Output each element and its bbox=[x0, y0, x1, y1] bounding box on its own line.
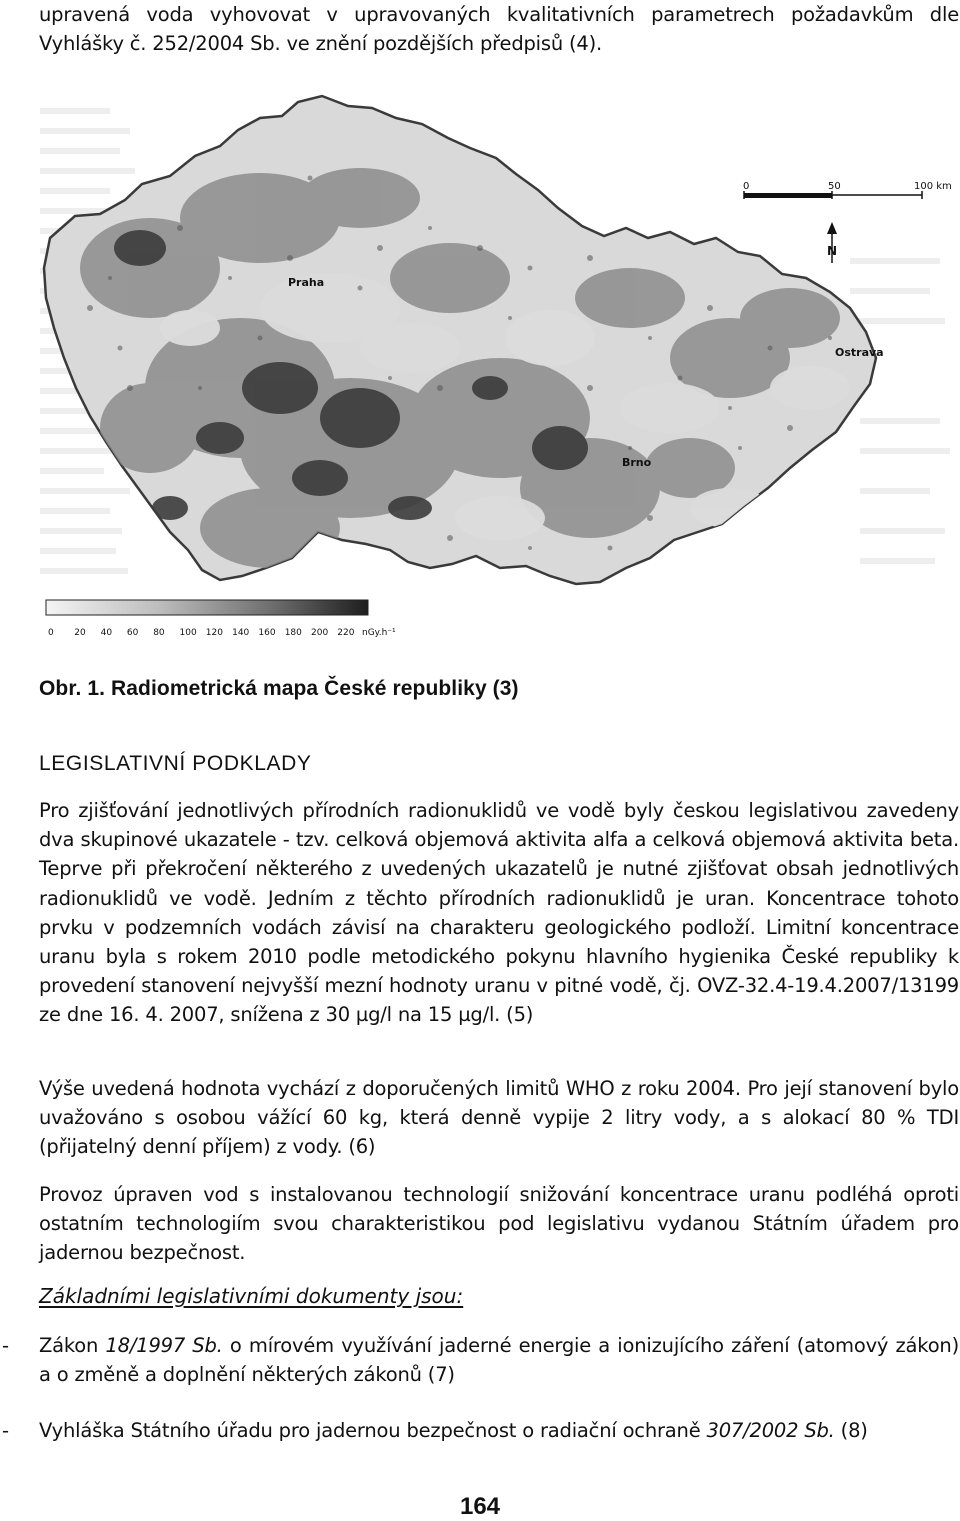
map-city-label: Praha bbox=[288, 276, 325, 289]
who-paragraph bbox=[39, 1074, 959, 1162]
legend-tick-label: 80 bbox=[153, 628, 165, 638]
legend-tick-label: 40 bbox=[100, 628, 113, 638]
map-city-label: Ostrava bbox=[835, 346, 884, 359]
list-item-text bbox=[39, 1416, 959, 1445]
intro-paragraph bbox=[39, 0, 959, 58]
map-scale-bar bbox=[743, 181, 952, 199]
list-dash: - bbox=[2, 1419, 10, 1442]
who-text: Výše uvedená hodnota vychází z doporučených limitů WHO z roku 2004. Pro její stanovení bylo uvažováno s osobou vážící 60 kg, která denně vypije 2 litry vody, a s alokací 80 % TDI (přijatelný denní příjem) z vody. (6) bbox=[39, 1077, 959, 1159]
map-city-label: Brno bbox=[622, 456, 652, 469]
legend-tick-label: 100 bbox=[179, 628, 197, 638]
radiometric-map bbox=[30, 88, 960, 646]
north-arrow-icon bbox=[827, 222, 837, 263]
page-number: 164 bbox=[459, 1493, 501, 1520]
list-text-after: (8) bbox=[834, 1419, 868, 1442]
legend-tick-label: 20 bbox=[74, 628, 86, 638]
legend-tick-label: 140 bbox=[232, 628, 250, 638]
list-item-text bbox=[39, 1331, 959, 1389]
figure-caption: Obr. 1. Radiometrická mapa České republiky (3) bbox=[39, 677, 519, 700]
map-legend bbox=[46, 600, 396, 638]
legend-tick-label: 200 bbox=[311, 628, 329, 638]
legislation-paragraph bbox=[39, 796, 959, 1030]
law-reference: 307/2002 Sb. bbox=[706, 1419, 835, 1442]
list-text-before: Zákon bbox=[39, 1334, 106, 1357]
scale-label: 100 km bbox=[914, 181, 952, 192]
legend-tick-label: 180 bbox=[284, 628, 302, 638]
list-text-after: o mírovém využívání jaderné energie a ionizujícího záření (atomový zákon) a o změně a doplnění některých zákonů (7) bbox=[39, 1334, 959, 1387]
intro-text: upravená voda vyhovovat v upravovaných kvalitativních parametrech požadavkům dle Vyhlášky č. 252/2004 Sb. ve znění pozdějších předpisů (4). bbox=[39, 3, 959, 56]
legend-tick-label: 60 bbox=[126, 628, 139, 638]
law-reference: 18/1997 Sb. bbox=[105, 1334, 223, 1357]
legislation-text: Pro zjišťování jednotlivých přírodních radionuklidů ve vodě byly českou legislativou zavedeny dva skupinové ukazatele - tzv. celková objemová aktivita alfa a celková objemová aktivita beta. Teprve při překročení některého z uvedených ukazatelů je nutné zjišťovat obsah jednotlivých radionuklidů ve vodě. Jedním z těchto přírodních radionuklidů je uran. Koncentrace tohoto prvku v podzemních vodách závisí na charakteru geologického podloží. Limitní koncentrace uranu byla s rokem 2010 podle metodického pokynu hlavního hygienika České republiky k provedení stanovení nejvyšší mezní hodnoty uranu v pitné vodě, čj. OVZ-32.4-19.4.2007/13199 ze dne 16. 4. 2007, snížena z 30 µg/l na 15 µg/l. (5) bbox=[39, 799, 959, 1027]
legend-tick-label: 160 bbox=[258, 628, 276, 638]
legend-tick-label: 0 bbox=[48, 628, 54, 638]
documents-title: Základními legislativními dokumenty jsou: bbox=[39, 1284, 464, 1308]
operation-text: Provoz úpraven vod s instalovanou technologií snižování koncentrace uranu podléhá oproti ostatním technologiím svou charakteristikou pod legislativu vydanou Státním úřadem pro jadernou bezpečnost. bbox=[39, 1183, 959, 1265]
legend-tick-label: 120 bbox=[205, 628, 223, 638]
list-dash: - bbox=[2, 1334, 10, 1357]
section-heading: LEGISLATIVNÍ PODKLADY bbox=[39, 752, 312, 775]
legend-unit: nGy.h⁻¹ bbox=[362, 628, 396, 638]
north-label: N bbox=[827, 244, 838, 258]
scale-label: 50 bbox=[828, 181, 841, 192]
list-text-before: Vyhláška Státního úřadu pro jadernou bezpečnost o radiační ochraně bbox=[39, 1419, 707, 1442]
scale-label: 0 bbox=[743, 181, 750, 192]
radiometric-map-figure bbox=[30, 88, 960, 646]
operation-paragraph bbox=[39, 1180, 959, 1268]
legend-tick-label: 220 bbox=[337, 628, 355, 638]
